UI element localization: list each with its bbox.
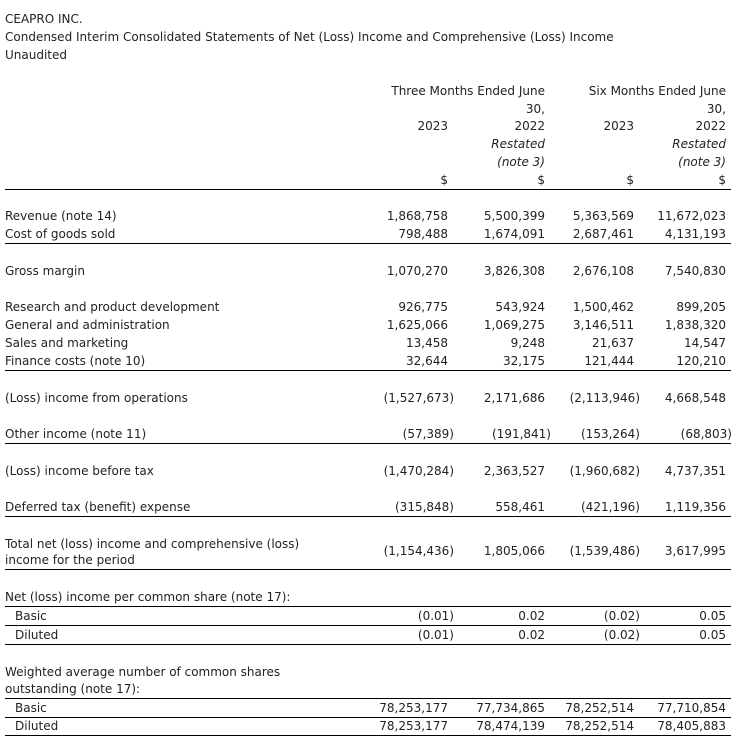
cell: 1,070,270 [386,264,448,278]
row-label-line2: outstanding (note 17): [5,682,141,696]
cell: 4,131,193 [664,227,726,241]
cell: 11,672,023 [657,209,726,223]
row-sales-marketing [5,334,731,352]
cell: (0.01) [417,609,454,623]
statement-subtitle: Unaudited [5,48,68,62]
row-label: Gross margin [5,264,85,278]
cell: 78,253,177 [379,719,448,733]
row-research [5,298,731,316]
row-general-admin [5,316,731,334]
cell: 32,644 [406,354,448,368]
row-label: Revenue (note 14) [5,209,117,223]
cell: (153,264) [581,427,640,441]
cell: (1,527,673) [383,391,454,405]
row-shares-basic [5,699,731,718]
cell: 2,171,686 [483,391,545,405]
cell: (0.02) [603,609,640,623]
cell: 4,668,548 [664,391,726,405]
cell: (0.01) [417,628,454,642]
statement-title: Condensed Interim Consolidated Statements of Net (Loss) Income and Comprehensive (Loss) Income [5,30,614,44]
row-revenue [5,207,731,225]
cell: 7,540,830 [664,264,726,278]
cell: 798,488 [398,227,448,241]
row-label: Sales and marketing [5,336,129,350]
currency-col2: $ [537,173,545,187]
cell: 1,069,275 [483,318,545,332]
cell: 78,253,177 [379,701,448,715]
shares-section-header [5,663,731,699]
note-col4: (note 3) [678,155,726,169]
row-label: Basic [15,609,47,623]
row-label: Diluted [15,628,59,642]
cell: (1,154,436) [383,544,454,558]
cell: 21,637 [592,336,634,350]
cell: (1,470,284) [383,464,454,478]
cell: 3,146,511 [572,318,634,332]
cell: 78,252,514 [565,719,634,733]
cell: 14,547 [684,336,726,350]
year-col2: 2022 [514,119,545,133]
cell: 558,461 [495,500,545,514]
row-operations [5,389,731,407]
cell: 78,252,514 [565,701,634,715]
cell: 1,500,462 [572,300,634,314]
row-deferred-tax [5,498,731,517]
cell: 77,710,854 [657,701,726,715]
cell: 78,405,883 [657,719,726,733]
row-label: Deferred tax (benefit) expense [5,500,191,514]
row-finance-costs [5,352,731,371]
cell: 78,474,139 [476,719,545,733]
cell: 4,737,351 [664,464,726,478]
cell: (2,113,946) [569,391,640,405]
row-shares-diluted [5,717,731,736]
row-eps-basic [5,607,731,626]
cell: 120,210 [676,354,726,368]
cell: 0.02 [518,628,545,642]
cell: 0.05 [699,628,726,642]
year-col4: 2022 [695,119,726,133]
row-label: Diluted [15,719,59,733]
year-col1: 2023 [417,119,448,133]
cell: 2,363,527 [483,464,545,478]
cell: 5,500,399 [483,209,545,223]
cell: 1,674,091 [483,227,545,241]
cell: 926,775 [398,300,448,314]
cell: 1,625,066 [386,318,448,332]
company-name: CEAPRO INC. [5,12,83,26]
cell: (0.02) [603,628,640,642]
cell: 899,205 [676,300,726,314]
row-label-line1: Weighted average number of common shares [5,665,281,679]
cell: (57,389) [402,427,454,441]
currency-col4: $ [718,173,726,187]
cell: 1,119,356 [664,500,726,514]
restated-col4: Restated [672,137,726,151]
restated-col2: Restated [491,137,545,151]
cell: 13,458 [406,336,448,350]
cell: (421,196) [581,500,640,514]
cell: 0.05 [699,609,726,623]
eps-section-header [5,588,731,607]
cell: 0.02 [518,609,545,623]
row-total-net-income [5,534,731,570]
group-three-months-line2: 30, [525,102,545,116]
row-cogs [5,225,731,244]
cell: 543,924 [495,300,545,314]
cell: 77,734,865 [476,701,545,715]
row-eps-diluted [5,626,731,645]
cell: (1,539,486) [569,544,640,558]
cell: 3,617,995 [664,544,726,558]
group-three-months-line1: Three Months Ended June [391,84,545,98]
row-label-line1: Total net (loss) income and comprehensive (loss) [5,537,300,551]
row-label: Finance costs (note 10) [5,354,146,368]
cell: 1,838,320 [664,318,726,332]
cell: 32,175 [503,354,545,368]
note-col2: (note 3) [497,155,545,169]
cell: (315,848) [395,500,454,514]
currency-col1: $ [440,173,448,187]
cell: 5,363,569 [572,209,634,223]
row-label: (Loss) income before tax [5,464,154,478]
year-col3: 2023 [603,119,634,133]
cell: 1,805,066 [483,544,545,558]
cell: 2,687,461 [572,227,634,241]
group-six-months-line2: 30, [706,102,726,116]
row-before-tax [5,462,731,480]
row-label: Cost of goods sold [5,227,116,241]
row-label: Basic [15,701,47,715]
row-label: (Loss) income from operations [5,391,188,405]
cell: (1,960,682) [569,464,640,478]
cell: 1,868,758 [386,209,448,223]
currency-col3: $ [626,173,634,187]
cell: (68,803) [680,427,732,441]
row-label-line2: income for the period [5,553,135,567]
row-label: General and administration [5,318,170,332]
row-other-income [5,425,731,444]
cell: (191,841) [492,427,551,441]
row-label: Research and product development [5,300,220,314]
cell: 121,444 [584,354,634,368]
cell: 2,676,108 [572,264,634,278]
row-label: Other income (note 11) [5,427,147,441]
row-gross-margin [5,262,731,280]
row-label: Net (loss) income per common share (note 17): [5,590,291,604]
group-six-months-line1: Six Months Ended June [588,84,726,98]
cell: 9,248 [510,336,545,350]
cell: 3,826,308 [483,264,545,278]
